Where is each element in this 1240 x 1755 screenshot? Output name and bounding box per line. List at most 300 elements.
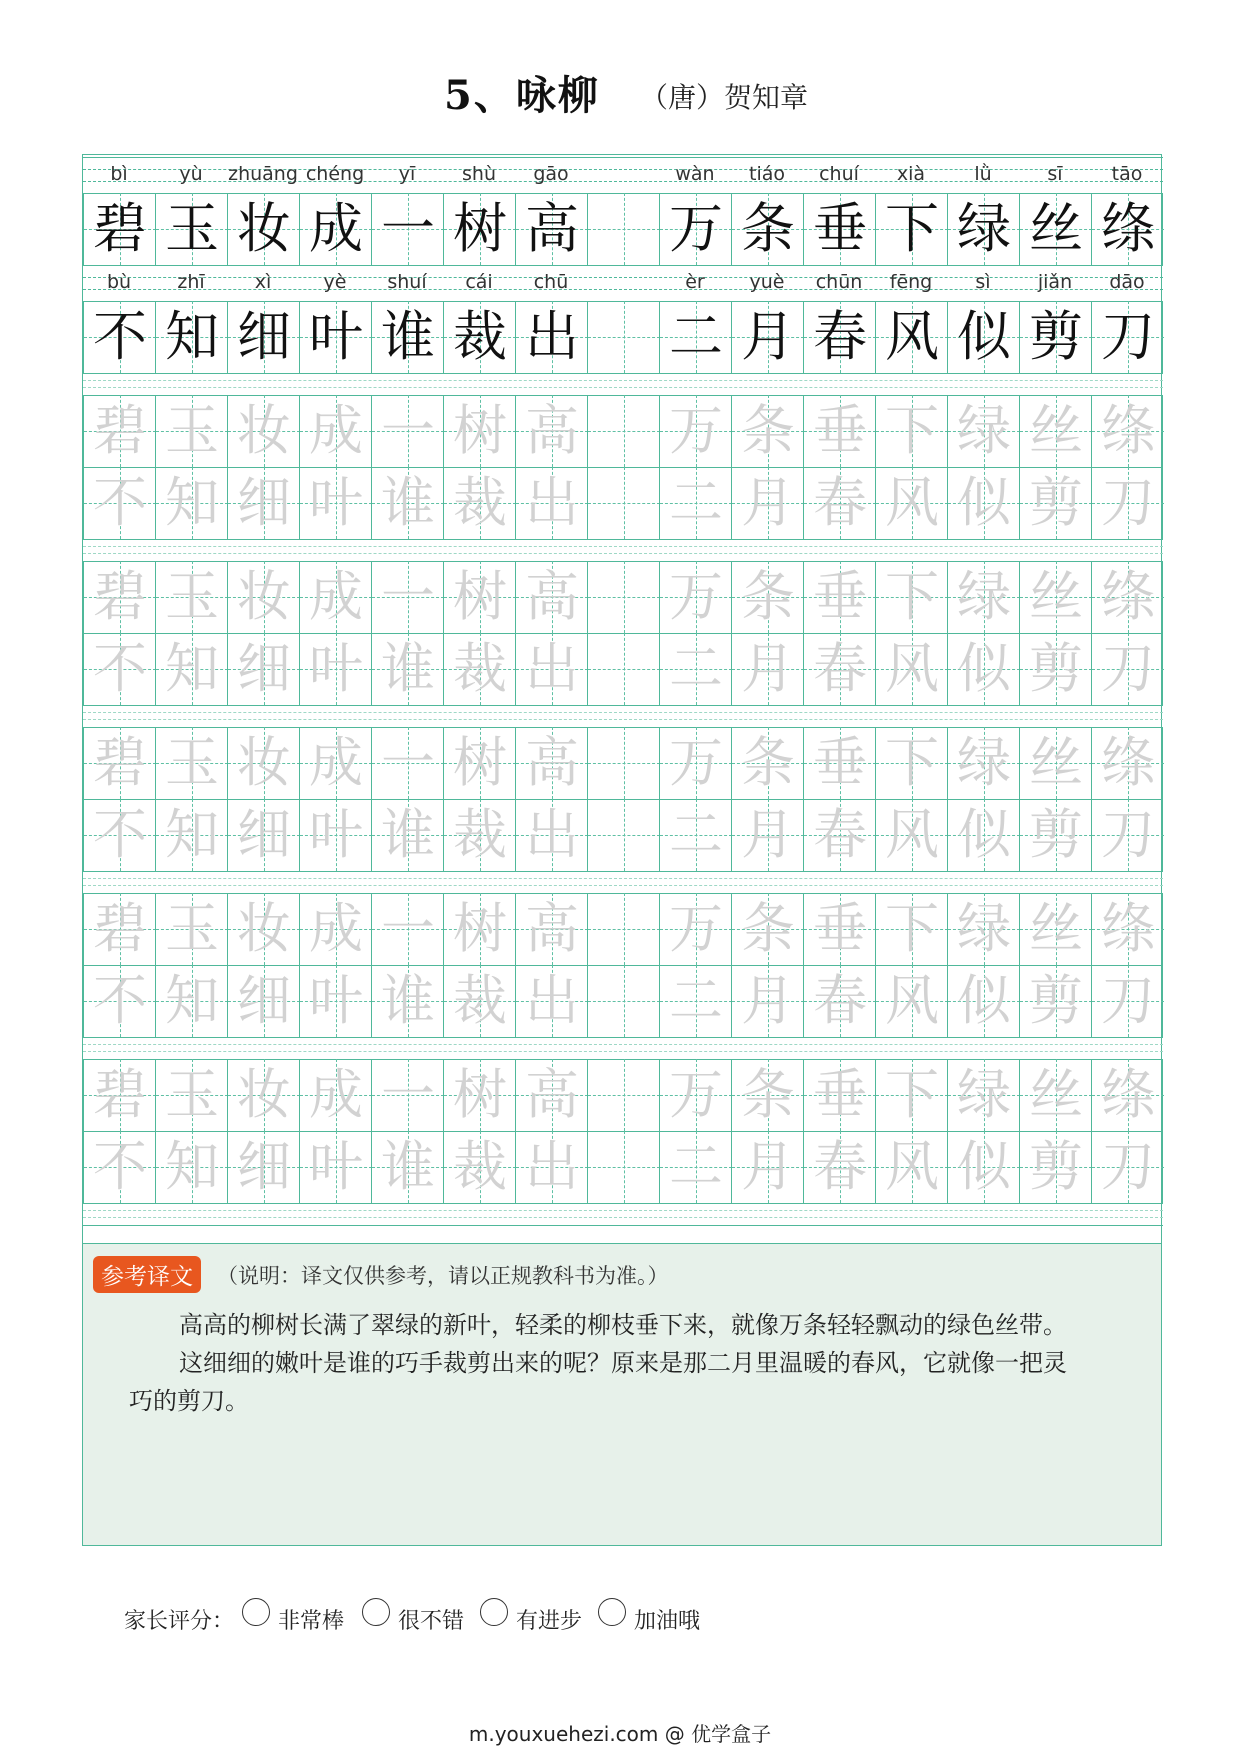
- tracing-character: 绿: [957, 731, 1011, 794]
- tianzige-cell[interactable]: [947, 561, 1019, 633]
- tianzige-cell[interactable]: [227, 893, 299, 965]
- tracing-character: 丝: [1029, 565, 1083, 628]
- tianzige-cell[interactable]: [587, 395, 659, 467]
- tianzige-cell[interactable]: [515, 395, 587, 467]
- tianzige-cell[interactable]: [443, 633, 515, 705]
- tianzige-cell[interactable]: [155, 633, 227, 705]
- tracing-character: 剪: [1029, 969, 1083, 1032]
- tianzige-cell[interactable]: [731, 561, 803, 633]
- tracing-character: [588, 965, 660, 1037]
- tianzige-cell[interactable]: [947, 965, 1019, 1037]
- tianzige-cell[interactable]: [443, 467, 515, 539]
- tianzige-cell[interactable]: [1091, 467, 1163, 539]
- tianzige-cell[interactable]: [227, 799, 299, 871]
- practice-grid: [82, 154, 1162, 1244]
- tianzige-cell[interactable]: [155, 395, 227, 467]
- tianzige-cell: [371, 301, 443, 373]
- separator-line: [83, 885, 1163, 886]
- tianzige-cell[interactable]: [299, 1131, 371, 1203]
- tracing-character: 树: [453, 897, 507, 960]
- tianzige-cell[interactable]: [875, 395, 947, 467]
- tianzige-cell[interactable]: [1019, 1059, 1091, 1131]
- tianzige-cell[interactable]: [1019, 965, 1091, 1037]
- tracing-character: 一: [381, 565, 435, 628]
- tracing-row-line-1: [83, 1059, 1163, 1131]
- tianzige-cell[interactable]: [227, 727, 299, 799]
- tianzige-cell[interactable]: [875, 1131, 947, 1203]
- separator-line: [83, 387, 1163, 388]
- tianzige-cell[interactable]: [371, 893, 443, 965]
- poem-character: 月: [741, 305, 795, 368]
- tracing-character: 碧: [93, 399, 147, 462]
- tianzige-cell[interactable]: [875, 467, 947, 539]
- tracing-character: [588, 395, 660, 467]
- tracing-character: 似: [957, 637, 1011, 700]
- tianzige-cell[interactable]: [731, 1059, 803, 1131]
- tianzige-cell[interactable]: [227, 467, 299, 539]
- tianzige-cell[interactable]: [803, 395, 875, 467]
- poem-character: 不: [93, 305, 147, 368]
- tracing-character: 春: [813, 471, 867, 534]
- tianzige-cell[interactable]: [299, 893, 371, 965]
- tianzige-cell[interactable]: [155, 727, 227, 799]
- tianzige-cell: [443, 193, 515, 265]
- tianzige-cell[interactable]: [1019, 1131, 1091, 1203]
- tracing-character: 不: [93, 1135, 147, 1198]
- model-row-line-1: [83, 193, 1163, 265]
- tianzige-cell[interactable]: [1091, 1059, 1163, 1131]
- tianzige-cell[interactable]: [803, 799, 875, 871]
- tianzige-cell[interactable]: [83, 633, 155, 705]
- tracing-character: 细: [237, 1135, 291, 1198]
- tianzige-cell[interactable]: [515, 799, 587, 871]
- tianzige-cell[interactable]: [371, 561, 443, 633]
- parent-rating: [124, 1596, 1124, 1636]
- separator-line: [83, 705, 1163, 706]
- pinyin-syllable: sī: [1047, 163, 1063, 185]
- radio-circle[interactable]: [598, 1598, 626, 1626]
- tracing-character: 月: [741, 637, 795, 700]
- tracing-character: 二: [669, 1135, 723, 1198]
- tracing-character: 似: [957, 1135, 1011, 1198]
- tianzige-cell[interactable]: [83, 467, 155, 539]
- tianzige-cell[interactable]: [875, 965, 947, 1037]
- tracing-character: 绦: [1101, 731, 1155, 794]
- tianzige-cell[interactable]: [155, 467, 227, 539]
- tracing-character: 刀: [1101, 1135, 1155, 1198]
- pinyin-syllable: chéng: [305, 163, 365, 185]
- tracing-character: 知: [165, 969, 219, 1032]
- tianzige-cell[interactable]: [659, 467, 731, 539]
- pinyin-syllable: chū: [533, 271, 569, 293]
- tracing-character: 风: [885, 969, 939, 1032]
- tianzige-cell[interactable]: [587, 965, 659, 1037]
- tracing-character: 高: [525, 1063, 579, 1126]
- tianzige-cell[interactable]: [299, 467, 371, 539]
- tianzige-cell[interactable]: [443, 395, 515, 467]
- tianzige-cell[interactable]: [83, 395, 155, 467]
- tianzige-cell[interactable]: [1019, 727, 1091, 799]
- tracing-character: 刀: [1101, 471, 1155, 534]
- separator-line: [83, 1044, 1163, 1045]
- tianzige-cell[interactable]: [515, 893, 587, 965]
- tracing-character: 条: [741, 565, 795, 628]
- tianzige-cell[interactable]: [875, 1059, 947, 1131]
- tianzige-cell[interactable]: [371, 467, 443, 539]
- tianzige-cell[interactable]: [659, 561, 731, 633]
- tianzige-cell[interactable]: [659, 1059, 731, 1131]
- tianzige-cell[interactable]: [587, 799, 659, 871]
- tianzige-cell[interactable]: [1019, 561, 1091, 633]
- tianzige-cell[interactable]: [731, 633, 803, 705]
- rating-label: 家长评分：: [124, 1609, 235, 1634]
- tracing-character: 碧: [93, 565, 147, 628]
- tracing-character: [588, 893, 660, 965]
- tianzige-cell[interactable]: [1019, 893, 1091, 965]
- tianzige-cell[interactable]: [587, 1059, 659, 1131]
- tianzige-cell[interactable]: [443, 1131, 515, 1203]
- tracing-row-line-1: [83, 893, 1163, 965]
- tracing-character: [588, 1059, 660, 1131]
- tianzige-cell[interactable]: [371, 633, 443, 705]
- tianzige-cell[interactable]: [227, 965, 299, 1037]
- poem-character: 叶: [309, 305, 363, 368]
- tracing-character: 知: [165, 637, 219, 700]
- tracing-character: 垂: [813, 897, 867, 960]
- tianzige-cell[interactable]: [659, 633, 731, 705]
- pinyin-syllable: chuí: [819, 163, 859, 185]
- tracing-character: 玉: [165, 731, 219, 794]
- tianzige-cell[interactable]: [803, 561, 875, 633]
- tracing-character: 绿: [957, 1063, 1011, 1126]
- tracing-character: 万: [669, 399, 723, 462]
- pinyin-syllable: bù: [106, 271, 132, 293]
- tianzige-cell[interactable]: [83, 1059, 155, 1131]
- tianzige-cell[interactable]: [227, 1059, 299, 1131]
- poem-character: 高: [525, 197, 579, 260]
- pinyin-syllable: shuí: [387, 271, 427, 293]
- tianzige-cell[interactable]: [731, 467, 803, 539]
- reference-translation-box: [82, 1244, 1162, 1546]
- tracing-character: 叶: [309, 471, 363, 534]
- tianzige-cell[interactable]: [947, 893, 1019, 965]
- separator-line: [83, 719, 1163, 720]
- tianzige-cell[interactable]: [443, 1059, 515, 1131]
- tianzige-cell[interactable]: [731, 965, 803, 1037]
- tianzige-cell[interactable]: [515, 467, 587, 539]
- tianzige-cell[interactable]: [1091, 965, 1163, 1037]
- tianzige-cell[interactable]: [1019, 467, 1091, 539]
- tianzige-cell[interactable]: [875, 561, 947, 633]
- tianzige-cell[interactable]: [659, 893, 731, 965]
- tracing-character: [588, 727, 660, 799]
- tianzige-cell[interactable]: [83, 965, 155, 1037]
- tianzige-cell[interactable]: [371, 1131, 443, 1203]
- tianzige-cell[interactable]: [299, 561, 371, 633]
- tianzige-cell[interactable]: [587, 633, 659, 705]
- tianzige-cell[interactable]: [371, 395, 443, 467]
- tracing-character: 剪: [1029, 637, 1083, 700]
- tracing-character: [588, 561, 660, 633]
- tracing-character: 知: [165, 1135, 219, 1198]
- poem-author: （唐）贺知章: [640, 81, 809, 114]
- tianzige-cell[interactable]: [515, 727, 587, 799]
- tianzige-cell[interactable]: [83, 799, 155, 871]
- tianzige-cell[interactable]: [1091, 561, 1163, 633]
- tianzige-cell[interactable]: [875, 799, 947, 871]
- tracing-character: 叶: [309, 803, 363, 866]
- tracing-character: 万: [669, 565, 723, 628]
- tianzige-cell[interactable]: [371, 799, 443, 871]
- pinyin-syllable: chūn: [815, 271, 863, 293]
- radio-circle[interactable]: [242, 1598, 270, 1626]
- footer-credit: m.youxuehezi.com @ 优学盒子: [468, 1722, 772, 1746]
- tracing-character: 似: [957, 471, 1011, 534]
- poem-character: 成: [309, 197, 363, 260]
- poem-character: 绦: [1101, 197, 1155, 260]
- tracing-character: 不: [93, 637, 147, 700]
- tracing-character: 细: [237, 969, 291, 1032]
- tianzige-cell[interactable]: [731, 727, 803, 799]
- tianzige-cell[interactable]: [227, 1131, 299, 1203]
- tianzige-cell[interactable]: [587, 561, 659, 633]
- separator-line: [83, 1225, 1163, 1226]
- tianzige-cell[interactable]: [155, 965, 227, 1037]
- pinyin-syllable: xià: [896, 163, 926, 185]
- tianzige-cell[interactable]: [515, 965, 587, 1037]
- radio-circle[interactable]: [362, 1598, 390, 1626]
- tracing-character: 月: [741, 803, 795, 866]
- tianzige-cell[interactable]: [659, 1131, 731, 1203]
- tianzige-cell[interactable]: [299, 633, 371, 705]
- tracing-character: 刀: [1101, 637, 1155, 700]
- tianzige-cell[interactable]: [1019, 395, 1091, 467]
- tianzige-cell[interactable]: [371, 727, 443, 799]
- tianzige-cell[interactable]: [731, 799, 803, 871]
- tianzige-cell[interactable]: [155, 1059, 227, 1131]
- tianzige-cell[interactable]: [299, 395, 371, 467]
- tianzige-cell[interactable]: [731, 1131, 803, 1203]
- tianzige-cell[interactable]: [947, 633, 1019, 705]
- tianzige-cell[interactable]: [83, 893, 155, 965]
- tianzige-cell[interactable]: [227, 633, 299, 705]
- tracing-character: 成: [309, 565, 363, 628]
- tianzige-cell[interactable]: [875, 727, 947, 799]
- tianzige-cell[interactable]: [659, 799, 731, 871]
- tracing-character: 风: [885, 637, 939, 700]
- tianzige-cell[interactable]: [1091, 395, 1163, 467]
- tracing-character: 下: [885, 897, 939, 960]
- tracing-character: 一: [381, 731, 435, 794]
- tianzige-cell[interactable]: [155, 799, 227, 871]
- separator-line: [83, 871, 1163, 872]
- tianzige-cell[interactable]: [443, 965, 515, 1037]
- tianzige-cell[interactable]: [443, 799, 515, 871]
- tianzige-cell[interactable]: [515, 633, 587, 705]
- tianzige-cell[interactable]: [803, 965, 875, 1037]
- tianzige-cell[interactable]: [371, 1059, 443, 1131]
- tianzige-cell: [731, 301, 803, 373]
- tianzige-cell[interactable]: [227, 395, 299, 467]
- tianzige-cell[interactable]: [731, 893, 803, 965]
- tracing-character: 一: [381, 897, 435, 960]
- tracing-character: 谁: [381, 969, 435, 1032]
- tianzige-cell[interactable]: [587, 1131, 659, 1203]
- tianzige-cell[interactable]: [803, 467, 875, 539]
- tianzige-cell[interactable]: [299, 965, 371, 1037]
- tianzige-cell[interactable]: [155, 893, 227, 965]
- tracing-character: 树: [453, 399, 507, 462]
- tracing-character: 碧: [93, 897, 147, 960]
- separator-line: [83, 1203, 1163, 1204]
- separator-line: [83, 553, 1163, 554]
- tianzige-cell[interactable]: [443, 893, 515, 965]
- tracing-character: 一: [381, 1063, 435, 1126]
- tianzige-cell[interactable]: [83, 561, 155, 633]
- tianzige-cell[interactable]: [299, 1059, 371, 1131]
- pinyin-row-line-2: [83, 265, 1163, 301]
- tracing-character: 妆: [237, 1063, 291, 1126]
- poem-character: [588, 301, 660, 373]
- tracing-character: 二: [669, 637, 723, 700]
- tianzige-cell[interactable]: [155, 1131, 227, 1203]
- tianzige-cell[interactable]: [947, 395, 1019, 467]
- tracing-row-line-1: [83, 561, 1163, 633]
- tracing-character: 春: [813, 1135, 867, 1198]
- tracing-character: 垂: [813, 565, 867, 628]
- tianzige-cell[interactable]: [515, 1131, 587, 1203]
- tianzige-cell[interactable]: [83, 1131, 155, 1203]
- tianzige-cell[interactable]: [803, 1131, 875, 1203]
- tracing-character: 万: [669, 731, 723, 794]
- tracing-row-line-1: [83, 727, 1163, 799]
- tianzige-cell[interactable]: [875, 633, 947, 705]
- tianzige-cell[interactable]: [1019, 799, 1091, 871]
- tianzige-cell[interactable]: [731, 395, 803, 467]
- tianzige-cell[interactable]: [299, 799, 371, 871]
- tracing-character: 万: [669, 897, 723, 960]
- tracing-character: 成: [309, 399, 363, 462]
- poem-character: 妆: [237, 197, 291, 260]
- tracing-character: 万: [669, 1063, 723, 1126]
- tracing-character: 妆: [237, 399, 291, 462]
- tracing-character: 裁: [453, 803, 507, 866]
- tianzige-cell[interactable]: [371, 965, 443, 1037]
- tianzige-cell[interactable]: [803, 727, 875, 799]
- tracing-character: 谁: [381, 637, 435, 700]
- pinyin-syllable: cái: [465, 271, 493, 293]
- tianzige-cell[interactable]: [227, 561, 299, 633]
- tianzige-cell: [515, 193, 587, 265]
- tracing-character: 下: [885, 399, 939, 462]
- pinyin-syllable: bì: [110, 163, 128, 185]
- tianzige-cell[interactable]: [947, 1059, 1019, 1131]
- poem-character: 二: [669, 305, 723, 368]
- tianzige-cell[interactable]: [1091, 633, 1163, 705]
- tracing-character: 似: [957, 969, 1011, 1032]
- tianzige-cell: [587, 193, 659, 265]
- poem-character: 树: [453, 197, 507, 260]
- pinyin-syllable: gāo: [533, 163, 569, 185]
- poem-character: 剪: [1029, 305, 1083, 368]
- tracing-character: 玉: [165, 565, 219, 628]
- tianzige-cell[interactable]: [83, 727, 155, 799]
- tianzige-cell[interactable]: [443, 727, 515, 799]
- tracing-character: 谁: [381, 1135, 435, 1198]
- tianzige-cell[interactable]: [299, 727, 371, 799]
- tianzige-cell[interactable]: [587, 727, 659, 799]
- tracing-character: 细: [237, 471, 291, 534]
- tianzige-cell: [83, 301, 155, 373]
- poem-character: 玉: [165, 197, 219, 260]
- tianzige-cell: [227, 193, 299, 265]
- tianzige-cell: [947, 193, 1019, 265]
- tracing-character: 妆: [237, 731, 291, 794]
- tianzige-cell[interactable]: [803, 893, 875, 965]
- tianzige-cell: [587, 301, 659, 373]
- tracing-character: [588, 633, 660, 705]
- tracing-character: 垂: [813, 1063, 867, 1126]
- tianzige-cell: [731, 193, 803, 265]
- tianzige-cell[interactable]: [515, 1059, 587, 1131]
- tianzige-cell[interactable]: [803, 633, 875, 705]
- title-row: [0, 60, 1240, 120]
- tianzige-cell[interactable]: [515, 561, 587, 633]
- tianzige-cell: [515, 301, 587, 373]
- pinyin-syllable: fēng: [889, 271, 933, 293]
- tianzige-cell[interactable]: [587, 893, 659, 965]
- tianzige-cell[interactable]: [659, 395, 731, 467]
- radio-circle[interactable]: [480, 1598, 508, 1626]
- tianzige-cell[interactable]: [443, 561, 515, 633]
- tracing-row-line-1: [83, 395, 1163, 467]
- tracing-character: 树: [453, 1063, 507, 1126]
- tianzige-cell[interactable]: [947, 799, 1019, 871]
- tracing-character: 叶: [309, 1135, 363, 1198]
- tracing-character: 绦: [1101, 1063, 1155, 1126]
- tianzige-cell[interactable]: [659, 727, 731, 799]
- separator-band: [83, 1203, 1163, 1225]
- tianzige-cell[interactable]: [587, 467, 659, 539]
- tianzige-cell[interactable]: [659, 965, 731, 1037]
- tracing-character: 成: [309, 1063, 363, 1126]
- tracing-character: 条: [741, 1063, 795, 1126]
- tracing-character: 春: [813, 637, 867, 700]
- tracing-character: [588, 1131, 660, 1203]
- poem-character: 知: [165, 305, 219, 368]
- tianzige-cell[interactable]: [947, 1131, 1019, 1203]
- tianzige-cell[interactable]: [1091, 893, 1163, 965]
- tracing-character: 剪: [1029, 803, 1083, 866]
- tianzige-cell[interactable]: [803, 1059, 875, 1131]
- tianzige-cell[interactable]: [947, 727, 1019, 799]
- tianzige-cell[interactable]: [155, 561, 227, 633]
- tianzige-cell[interactable]: [947, 467, 1019, 539]
- pinyin-syllable: yī: [398, 163, 416, 185]
- page-title: 5、咏柳: [444, 72, 600, 119]
- reference-tag: 参考译文: [93, 1256, 201, 1293]
- tracing-character: 风: [885, 1135, 939, 1198]
- tracing-character: 妆: [237, 897, 291, 960]
- tianzige-cell[interactable]: [1091, 1131, 1163, 1203]
- tracing-character: 谁: [381, 471, 435, 534]
- tianzige-cell[interactable]: [1019, 633, 1091, 705]
- poem-character: 丝: [1029, 197, 1083, 260]
- tianzige-cell[interactable]: [1091, 727, 1163, 799]
- tianzige-cell: [443, 301, 515, 373]
- tianzige-cell[interactable]: [1091, 799, 1163, 871]
- tianzige-cell[interactable]: [875, 893, 947, 965]
